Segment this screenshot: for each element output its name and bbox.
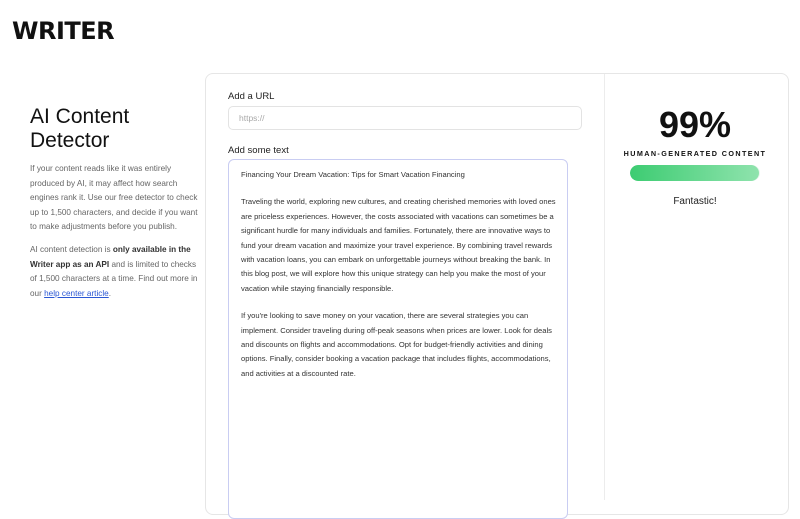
availability-note <box>30 243 198 301</box>
text-paragraph: Traveling the world, exploring new cultures, and creating cherished memories with loved ones are priceless experiences. However, the costs associated with vacations can sometimes be a significant hurdle for many individuals and families. Fortunately, there are innovative ways to fund your dream vacation and maximize your travel experience. By combining travel rewards with vacation loans, you can embark on unforgettable journeys without breaking the bank. In this blog post, we will explore how this unique strategy can help you make the most of your vacation while staying financially responsible. <box>241 197 556 293</box>
note-bold: only available in the Writer app as an API <box>30 244 191 269</box>
note-prefix: AI content detection is <box>30 244 113 254</box>
note-middle: and is limited to checks of 1,500 characters at a time. Find out more in our <box>30 259 198 298</box>
help-center-link[interactable]: help center article <box>44 288 109 298</box>
score-label: HUMAN-GENERATED CONTENT <box>623 149 767 158</box>
note-suffix: . <box>108 288 112 298</box>
text-label: Add some text <box>228 145 289 156</box>
text-input[interactable] <box>228 159 568 519</box>
score-bar-fill <box>630 165 759 181</box>
card-divider <box>604 74 605 500</box>
intro-panel <box>30 105 198 309</box>
url-input[interactable] <box>228 106 582 130</box>
text-paragraph: Financing Your Dream Vacation: Tips for Smart Vacation Financing <box>241 170 465 179</box>
page-title: AI Content Detector <box>30 105 130 152</box>
intro-description: If your content reads like it was entirely produced by AI, it may affect how search engines rank it. Use our free detector to check up to 1,500 characters, and decide if you want to make adjustments before you publish. <box>30 164 198 232</box>
text-paragraph: If you're looking to save money on your vacation, there are several strategies you can implement. Consider traveling during off-peak seasons when prices are lower. Look for deals and discounts on flights and accommodations. Opt for budget-friendly activities and dining options. Finally, consider booking a vacation package that includes flights, accommodations, and activities at a discounted rate. <box>241 311 552 378</box>
verdict-text: Fantastic! <box>673 196 717 207</box>
score-bar <box>630 165 760 181</box>
score-value: 99% <box>658 104 732 145</box>
url-label: Add a URL <box>228 91 275 102</box>
top-bar <box>0 0 800 62</box>
writer-logo[interactable]: WRITER <box>12 17 115 45</box>
